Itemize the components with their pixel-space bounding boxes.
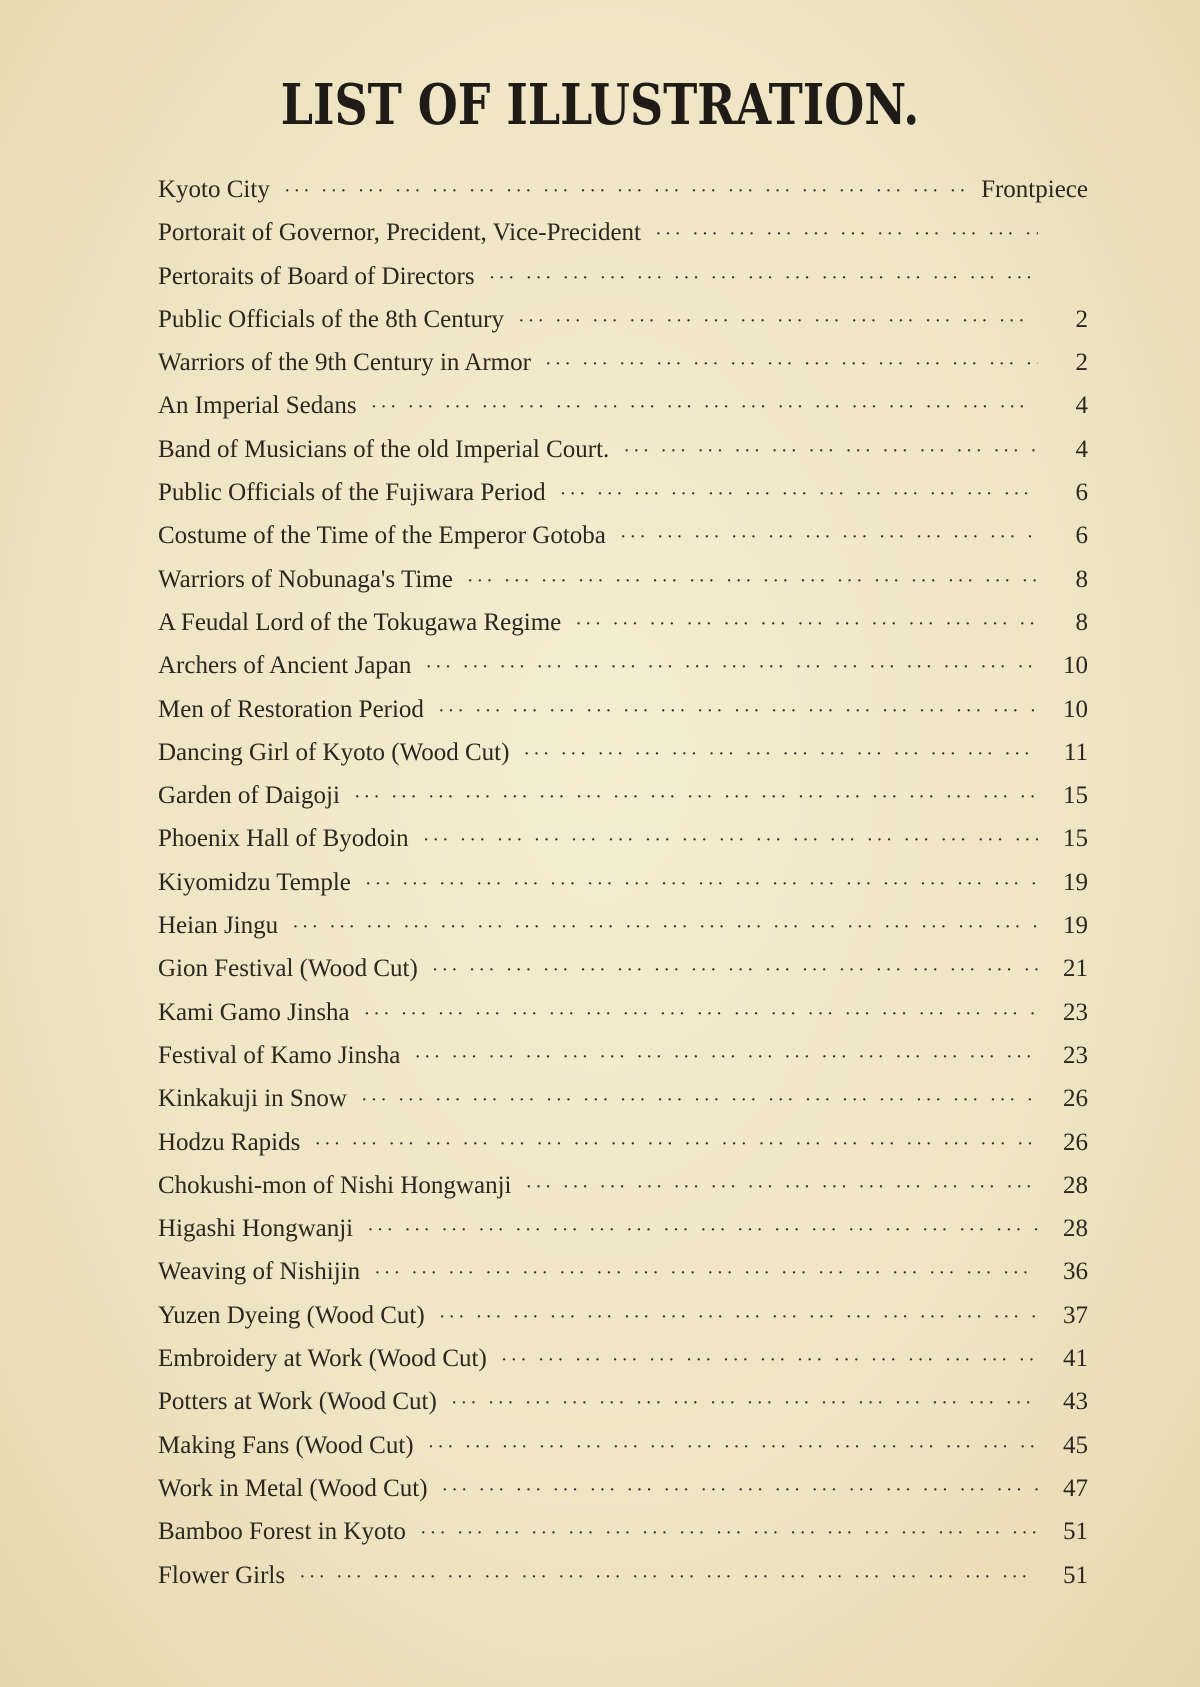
page-number: 41 [1063, 1345, 1088, 1373]
illustration-title: Making Fans (Wood Cut) [158, 1431, 414, 1459]
page-number: 11 [1063, 738, 1088, 766]
page-number: 26 [1063, 1085, 1088, 1113]
illustration-title: Yuzen Dyeing (Wood Cut) [158, 1301, 425, 1329]
list-item [158, 991, 1088, 1034]
dot-leader [365, 863, 1038, 906]
page-number: 21 [1063, 955, 1088, 983]
page-number: 43 [1063, 1388, 1088, 1416]
list-item [158, 298, 1088, 341]
list-item [158, 947, 1088, 990]
illustration-title: Bamboo Forest in Kyoto [158, 1518, 406, 1546]
page-number: Frontpiece [981, 176, 1088, 203]
page-number: 23 [1063, 998, 1088, 1026]
page-number: 51 [1063, 1561, 1088, 1589]
dot-leader [425, 646, 1038, 689]
dot-leader [314, 1123, 1038, 1166]
dot-leader [438, 690, 1038, 733]
page-number: 10 [1063, 695, 1088, 723]
dot-leader [364, 993, 1038, 1036]
list-item [158, 1294, 1088, 1337]
list-item [158, 255, 1088, 298]
page-number: 2 [1075, 305, 1088, 333]
dot-leader [523, 733, 1038, 776]
list-item [158, 558, 1088, 601]
illustration-title: Costume of the Time of the Emperor Gotoba [158, 522, 606, 550]
list-item [158, 471, 1088, 514]
page-number: 37 [1063, 1301, 1088, 1329]
list-item [158, 1510, 1088, 1553]
page-number: 8 [1075, 565, 1088, 593]
illustration-title: Festival of Kamo Jinsha [158, 1041, 401, 1069]
illustration-title: Work in Metal (Wood Cut) [158, 1474, 428, 1502]
illustration-title: Warriors of Nobunaga's Time [158, 565, 453, 593]
page-number: 23 [1063, 1041, 1088, 1069]
illustration-title: Kyoto City [158, 176, 270, 203]
page-number: 19 [1063, 868, 1088, 896]
illustration-title: Heian Jingu [158, 912, 279, 940]
page-number: 10 [1063, 652, 1088, 680]
dot-leader [442, 1469, 1038, 1512]
illustration-title: Gion Festival (Wood Cut) [158, 955, 418, 983]
list-item [158, 904, 1088, 947]
dot-leader [367, 1209, 1038, 1252]
illustration-title: Portorait of Governor, Precident, Vice-Precident [158, 219, 641, 247]
illustration-title: Kami Gamo Jinsha [158, 998, 350, 1026]
list-item [158, 1380, 1088, 1423]
illustration-title: Flower Girls [158, 1561, 286, 1589]
page-number: 2 [1075, 349, 1088, 377]
list-item [158, 1121, 1088, 1164]
dot-leader [361, 1079, 1038, 1122]
page-number: 4 [1075, 435, 1088, 463]
list-item [158, 1250, 1088, 1293]
page-number: 28 [1063, 1171, 1088, 1199]
illustration-title: Dancing Girl of Kyoto (Wood Cut) [158, 738, 510, 766]
illustration-title: Men of Restoration Period [158, 695, 424, 723]
list-item [158, 1424, 1088, 1467]
dot-leader [525, 1166, 1038, 1209]
dot-leader [371, 386, 1038, 429]
illustration-title: Garden of Daigoji [158, 782, 340, 810]
page-number: 6 [1075, 522, 1088, 550]
list-item [158, 774, 1088, 817]
illustration-title: Phoenix Hall of Byodoin [158, 825, 409, 853]
dot-leader [354, 776, 1038, 819]
dot-leader [501, 1339, 1038, 1382]
list-item [158, 514, 1088, 557]
dot-leader [439, 1296, 1038, 1339]
illustration-title: Public Officials of the Fujiwara Period [158, 479, 546, 507]
list-item [158, 817, 1088, 860]
list-item [158, 644, 1088, 687]
dot-leader [451, 1382, 1038, 1425]
illustration-title: Public Officials of the 8th Century [158, 305, 505, 333]
dot-leader [420, 1512, 1038, 1555]
illustration-title: Band of Musicians of the old Imperial Court. [158, 435, 610, 463]
page-number: 15 [1063, 782, 1088, 810]
dot-leader [623, 430, 1038, 473]
page-title: LIST OF ILLUSTRATION. [280, 72, 920, 138]
page-number: 26 [1063, 1128, 1088, 1156]
illustration-title: A Feudal Lord of the Tokugawa Regime [158, 608, 562, 636]
dot-leader [292, 906, 1038, 949]
list-item [158, 341, 1088, 384]
dot-leader [284, 170, 967, 213]
illustration-title: Higashi Hongwanji [158, 1215, 354, 1243]
illustration-list [158, 168, 1088, 1597]
page-number: 8 [1075, 608, 1088, 636]
page-number: 15 [1063, 825, 1088, 853]
illustration-title: Kinkakuji in Snow [158, 1085, 347, 1113]
illustration-title: Warriors of the 9th Century in Armor [158, 349, 531, 377]
dot-leader [432, 949, 1038, 992]
list-item [158, 211, 1088, 254]
list-item [158, 1554, 1088, 1597]
dot-leader [620, 516, 1038, 559]
list-item [158, 428, 1088, 471]
illustration-title: Chokushi-mon of Nishi Hongwanji [158, 1171, 512, 1199]
dot-leader [518, 300, 1038, 343]
illustration-title: An Imperial Sedans [158, 392, 357, 420]
list-item [158, 1337, 1088, 1380]
list-item [158, 384, 1088, 427]
list-item [158, 168, 1088, 211]
illustration-title: Potters at Work (Wood Cut) [158, 1388, 437, 1416]
illustration-title: Hodzu Rapids [158, 1128, 301, 1156]
page-number: 19 [1063, 912, 1088, 940]
dot-leader [467, 560, 1038, 603]
dot-leader [489, 257, 1038, 300]
list-item [158, 1467, 1088, 1510]
dot-leader [414, 1036, 1038, 1079]
illustration-title: Weaving of Nishijin [158, 1258, 361, 1286]
list-item [158, 1077, 1088, 1120]
list-item [158, 1207, 1088, 1250]
page-number: 36 [1063, 1258, 1088, 1286]
page-number: 45 [1063, 1431, 1088, 1459]
illustration-title: Pertoraits of Board of Directors [158, 262, 475, 290]
page-number: 4 [1075, 392, 1088, 420]
dot-leader [423, 819, 1038, 862]
list-item [158, 1164, 1088, 1207]
list-item [158, 601, 1088, 644]
page-number: 51 [1063, 1518, 1088, 1546]
dot-leader [299, 1556, 1038, 1599]
dot-leader [545, 343, 1038, 386]
illustration-title: Embroidery at Work (Wood Cut) [158, 1345, 487, 1373]
list-item [158, 861, 1088, 904]
list-item [158, 1034, 1088, 1077]
list-item [158, 731, 1088, 774]
dot-leader [560, 473, 1038, 516]
page-number: 6 [1075, 479, 1088, 507]
dot-leader [575, 603, 1038, 646]
list-item [158, 688, 1088, 731]
dot-leader [655, 213, 1038, 256]
dot-leader [428, 1426, 1038, 1469]
dot-leader [374, 1252, 1038, 1295]
illustration-title: Archers of Ancient Japan [158, 652, 412, 680]
page-number: 28 [1063, 1215, 1088, 1243]
illustration-title: Kiyomidzu Temple [158, 868, 351, 896]
page-number: 47 [1063, 1474, 1088, 1502]
